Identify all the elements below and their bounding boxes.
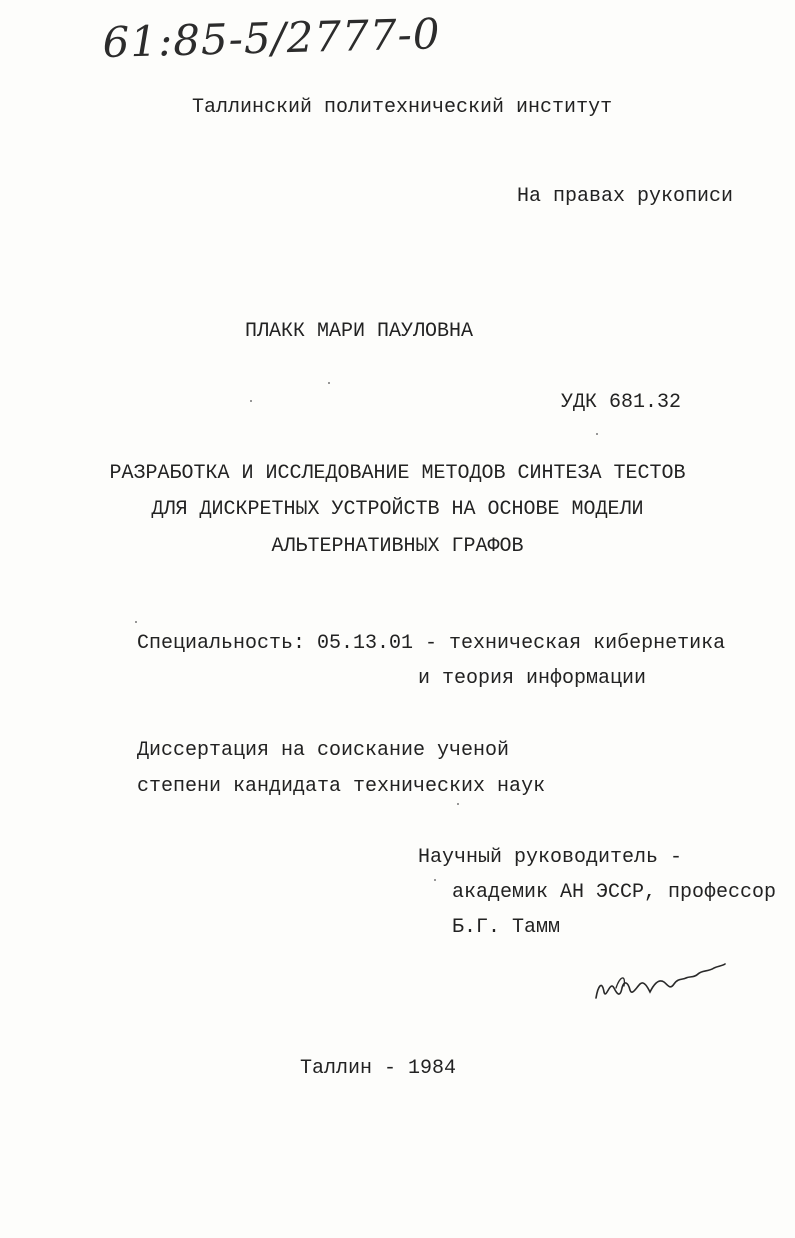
degree-line-2: степени кандидата технических наук	[137, 775, 546, 798]
specialty-line-1: Специальность: 05.13.01 - техническая кибернетика	[137, 632, 726, 655]
paper-speck	[135, 621, 137, 623]
paper-speck	[596, 433, 598, 435]
place-year: Таллин - 1984	[300, 1057, 457, 1080]
udc-code: УДК 681.32	[561, 391, 682, 414]
signature	[592, 958, 727, 1008]
degree-line-1: Диссертация на соискание ученой	[137, 739, 510, 762]
author-name: ПЛАКК МАРИ ПАУЛОВНА	[245, 320, 474, 343]
title-line-2: ДЛЯ ДИСКРЕТНЫХ УСТРОЙСТВ НА ОСНОВЕ МОДЕЛИ	[151, 498, 644, 521]
supervisor-label: Научный руководитель -	[418, 846, 683, 869]
title-line-1: РАЗРАБОТКА И ИССЛЕДОВАНИЕ МЕТОДОВ СИНТЕЗА ТЕСТОВ	[109, 462, 686, 485]
specialty-line-2: и теория информации	[418, 667, 647, 690]
paper-speck	[434, 879, 436, 881]
paper-speck	[250, 400, 252, 402]
paper-speck	[457, 803, 459, 805]
paper-speck	[328, 382, 330, 384]
supervisor-title: академик АН ЭССР, профессор	[452, 881, 777, 904]
institution-name: Таллинский политехнический институт	[192, 96, 613, 119]
title-line-3: АЛЬТЕРНАТИВНЫХ ГРАФОВ	[271, 535, 524, 558]
supervisor-name: Б.Г. Тамм	[452, 916, 561, 939]
manuscript-rights-note: На правах рукописи	[517, 185, 734, 208]
signature-icon	[592, 958, 727, 1008]
archive-code: 61:85-5/2777-0	[102, 9, 442, 67]
